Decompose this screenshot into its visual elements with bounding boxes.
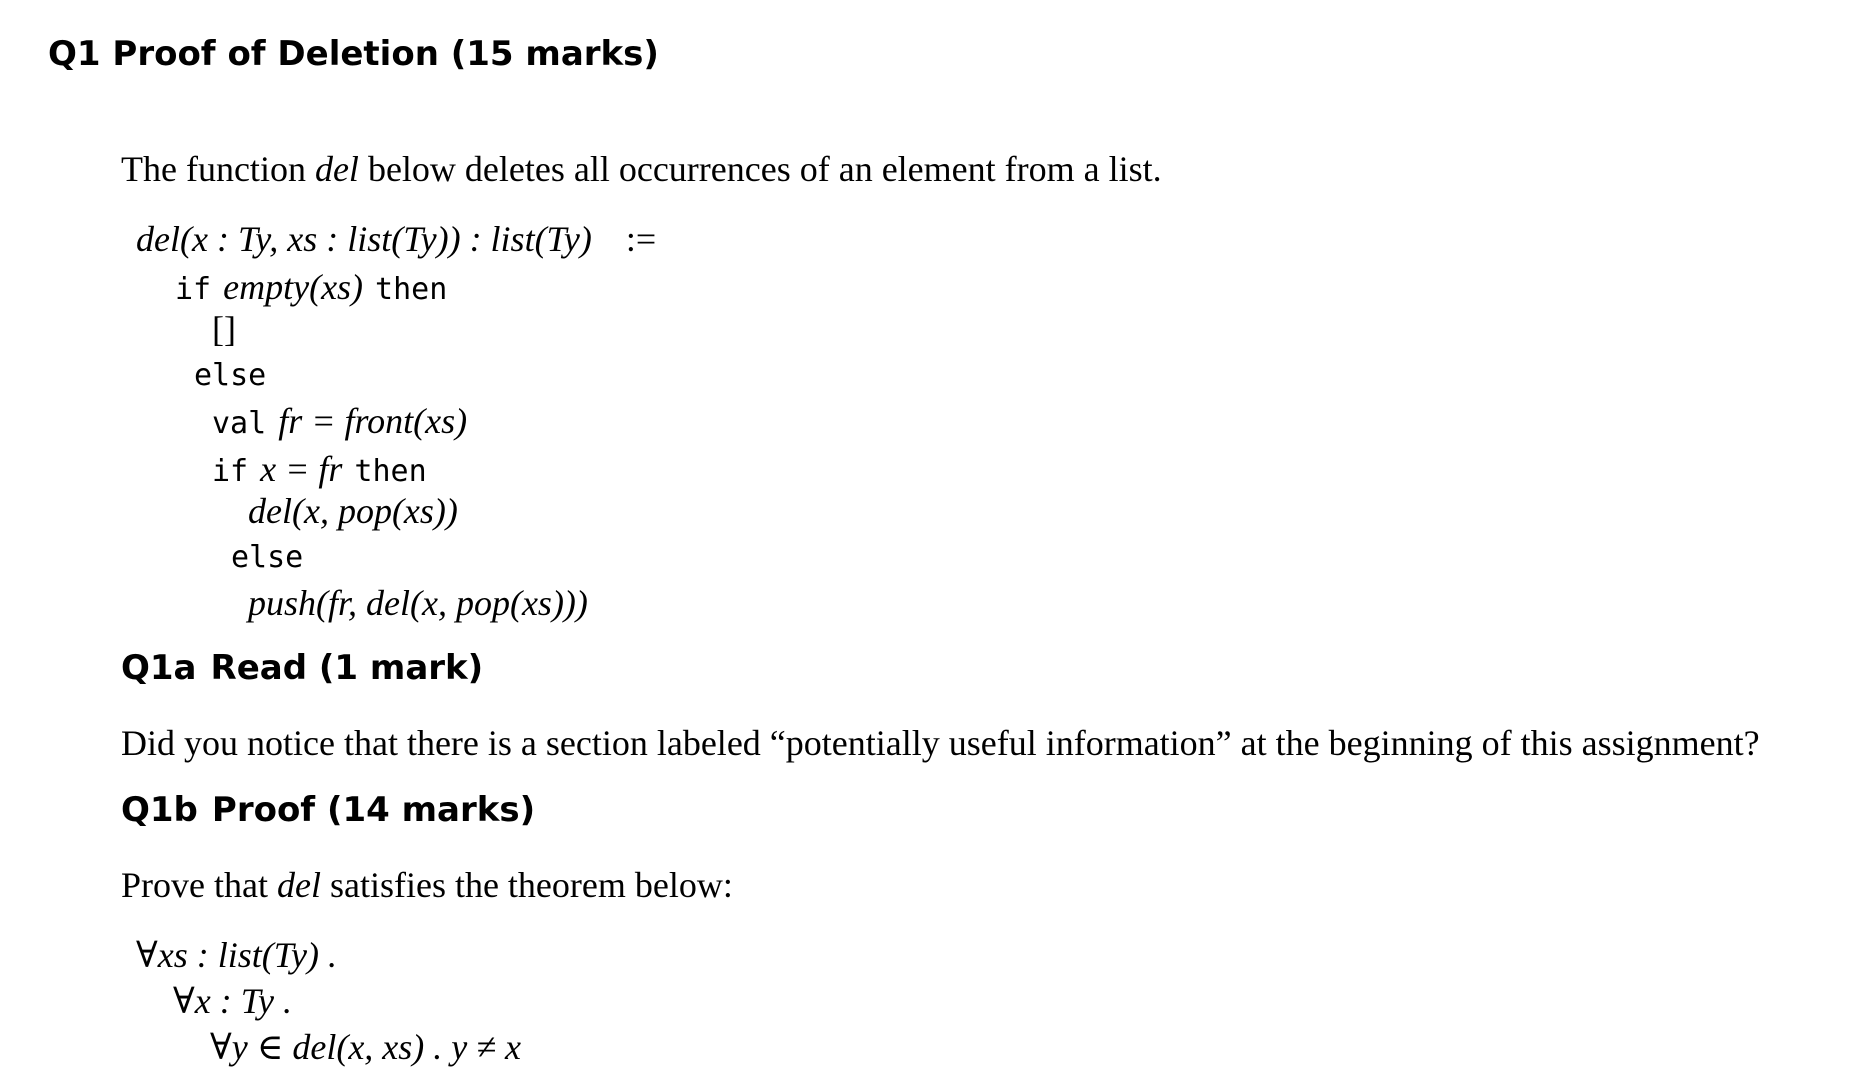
code-signature-name: del — [136, 219, 180, 259]
q1a-title: Read (1 mark) — [210, 648, 484, 688]
q1a-heading — [121, 648, 483, 688]
section-heading — [48, 34, 659, 74]
code-if2-keyword: if — [212, 454, 249, 489]
theorem-line-1: ∀xs : list(Ty) . — [136, 935, 338, 975]
q1b-heading — [121, 790, 535, 830]
section-number: Q1 — [48, 34, 101, 74]
code-empty-list: [] — [212, 309, 236, 349]
code-val-keyword: val — [212, 406, 267, 441]
q1a-text: Did you notice that there is a section labeled “potentially useful information” at the beginning of this assignment? — [121, 723, 1760, 763]
q1b-text-suffix: satisfies the theorem below: — [320, 865, 733, 905]
code-val-expression: fr = front(xs) — [278, 401, 468, 441]
code-signature-assign: := — [625, 219, 657, 259]
intro-paragraph — [121, 148, 1162, 190]
section-title: Proof of Deletion (15 marks) — [112, 34, 659, 74]
q1a-number: Q1a — [121, 648, 197, 688]
theorem-line-2: ∀x : Ty . — [173, 981, 293, 1021]
code-then2-keyword: then — [354, 454, 427, 489]
code-branch-1: del(x, pop(xs)) — [248, 491, 458, 531]
q1b-text-prefix: Prove that — [121, 865, 277, 905]
theorem-line-3: ∀y ∈ del(x, xs) . y ≠ x — [210, 1027, 521, 1067]
q1b-func-name: del — [276, 865, 321, 905]
code-else2-keyword: else — [231, 540, 304, 575]
intro-prefix: The function — [121, 149, 315, 189]
code-then-keyword: then — [375, 272, 448, 307]
q1b-number: Q1b — [121, 790, 198, 830]
code-signature-params: (x : Ty, xs : list(Ty)) : list(Ty) — [179, 219, 592, 259]
code-condition-2: x = fr — [260, 449, 343, 489]
q1b-title: Proof (14 marks) — [211, 790, 536, 830]
code-if2-line — [212, 448, 427, 490]
code-condition-1: empty(xs) — [223, 267, 364, 307]
code-if-keyword: if — [175, 272, 212, 307]
code-if-line — [175, 266, 447, 308]
code-signature — [136, 218, 656, 260]
code-val-line — [212, 400, 467, 442]
code-branch-2: push(fr, del(x, pop(xs))) — [248, 583, 588, 623]
intro-func-name: del — [314, 149, 359, 189]
q1b-text — [121, 864, 733, 906]
intro-suffix: below deletes all occurrences of an element from a list. — [358, 149, 1162, 189]
code-else-keyword: else — [194, 358, 267, 393]
